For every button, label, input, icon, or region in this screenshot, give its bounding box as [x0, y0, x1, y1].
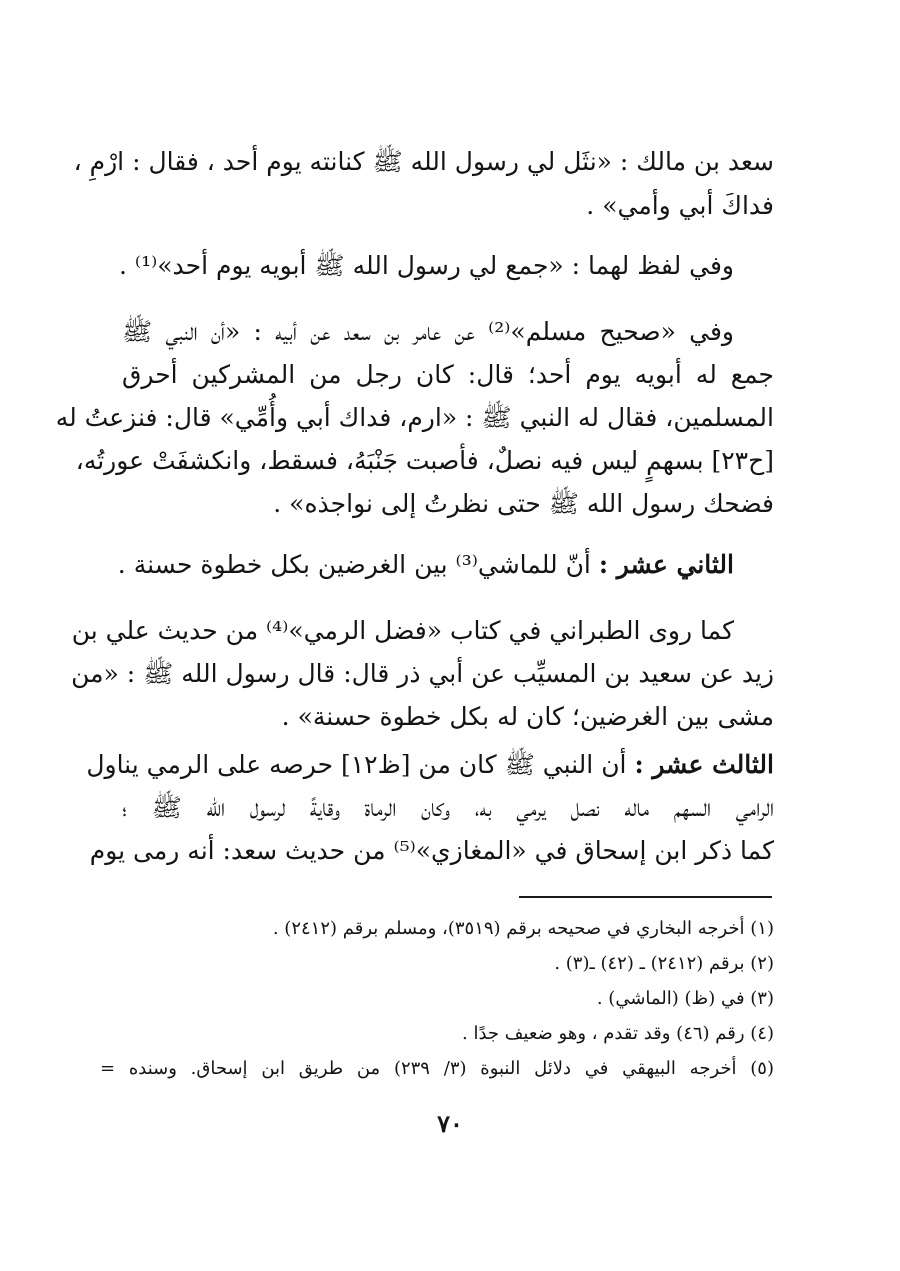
text-line: جمع له أبويه يوم أحد؛ قال: كان رجل من المشركين أحرق: [122, 360, 775, 389]
footnote: (١) أخرجه البخاري في صحيحه برقم (٣٥١٩)، ومسلم برقم (٢٤١٢) .: [272, 918, 774, 939]
section-text: أنّ للماشي⁽³⁾ بين الغرضين بكل خطوة حسنة .: [117, 550, 591, 579]
section-text: أن النبي ﷺ كان من [ظ١٢] حرصه على الرمي يناول: [86, 750, 627, 779]
text-line: فضحك رسول الله ﷺ حتى نظرتُ إلى نواجذه» .: [273, 489, 774, 518]
text-line: الرامي السهم ماله نصل يرمي به، وكان الرماة وقايةً لرسول الله ﷺ ؛: [122, 793, 774, 822]
footnote-divider: [519, 896, 772, 898]
text-line: زيد عن سعيد بن المسيِّب عن أبي ذر قال: قال رسول الله ﷺ : «من: [71, 659, 774, 688]
section-heading: الثاني عشر :: [598, 550, 734, 579]
section-twelfth: [118, 542, 734, 588]
page-number: ٧٠: [437, 1109, 463, 1138]
section-heading: الثالث عشر :: [634, 750, 774, 779]
footnote: (٣) في (ظ) (الماشي) .: [596, 988, 774, 1009]
text-line: كما روى الطبراني في كتاب «فضل الرمي»⁽⁴⁾ من حديث علي بن: [71, 616, 734, 645]
footnote: (٢) برقم (٢٤١٢) ـ (٤٢) ـ(٣) .: [554, 953, 774, 974]
text-line: سعد بن مالك : «نثَل لي رسول الله ﷺ كنانته يوم أحد ، فقال : ارْمِ ،: [73, 147, 774, 176]
text-line: وفي لفظ لهما : «جمع لي رسول الله ﷺ أبويه يوم أحد»⁽¹⁾ .: [119, 251, 734, 280]
text-line: فداكَ أبي وأمي» .: [586, 191, 774, 220]
section-thirteenth: [86, 742, 774, 788]
text-line: مشى بين الغرضين؛ كان له بكل خطوة حسنة» .: [281, 702, 774, 731]
text-line: المسلمين، فقال له النبي ﷺ : «ارم، فداك أبي وأُمِّي» قال: فنزعتُ له: [55, 403, 774, 432]
text-line: وفي «صحيح مسلم»⁽²⁾ عن عامر بن سعد عن أبيه : «أن النبي ﷺ: [122, 317, 735, 346]
footnote: (٥) أخرجه البيهقي في دلائل النبوة (٣/ ٢٣٩) من طريق ابن إسحاق. وسنده =: [100, 1058, 774, 1079]
text-line: [ح٢٣] بسهمٍ ليس فيه نصلٌ، فأصبت جَنْبَهُ، فسقط، وانكشفَتْ عورتُه،: [75, 446, 774, 475]
footnote: (٤) رقم (٤٦) وقد تقدم ، وهو ضعيف جدًا .: [462, 1023, 774, 1044]
text-line: كما ذكر ابن إسحاق في «المغازي»⁽⁵⁾ من حديث سعد: أنه رمى يوم: [89, 836, 774, 865]
